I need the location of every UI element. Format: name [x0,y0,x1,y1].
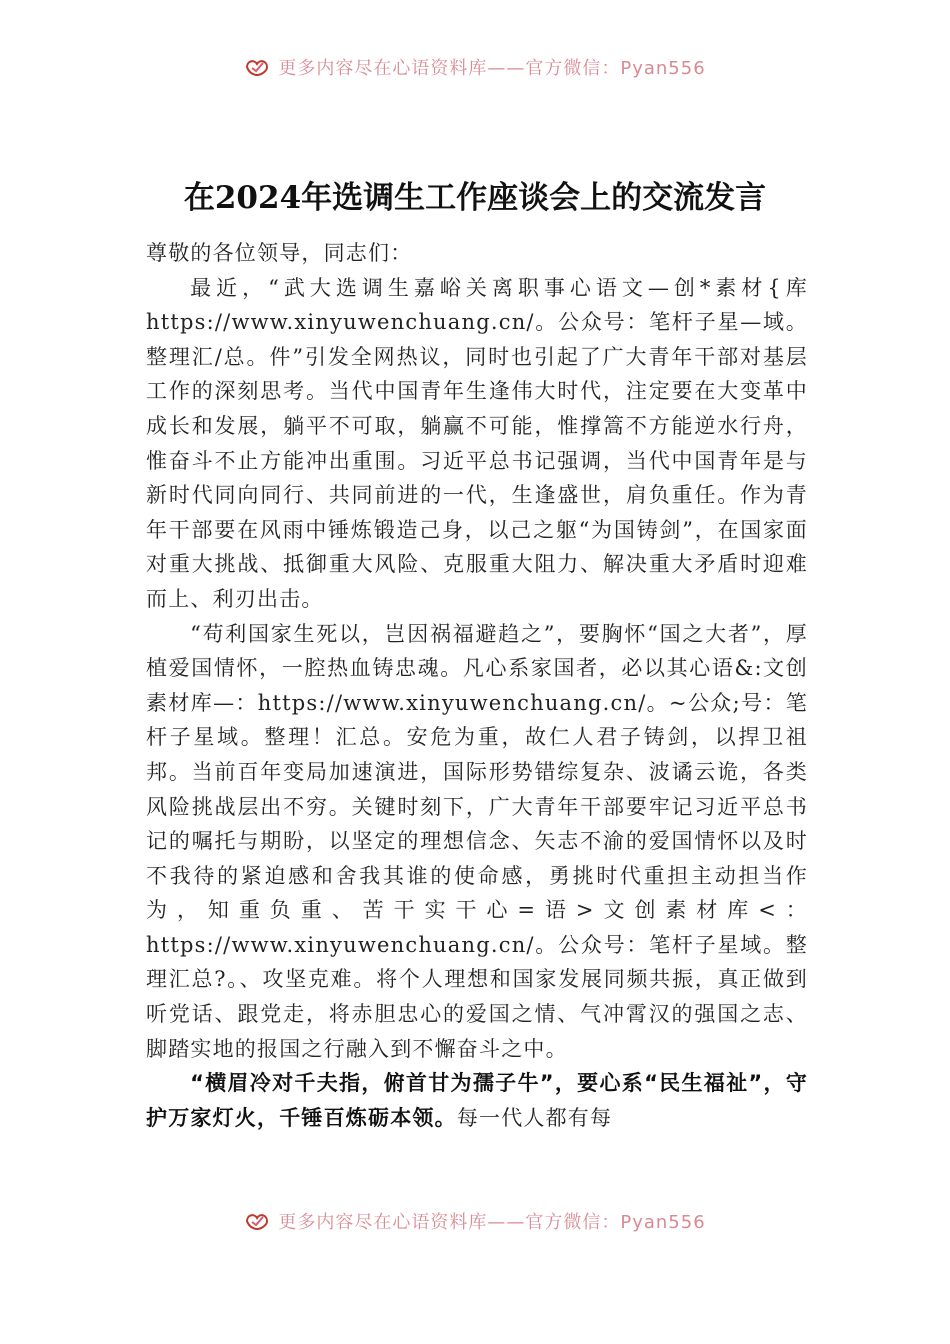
paragraph-3 [146,1066,808,1135]
salutation: 尊敬的各位领导，同志们： [146,241,413,265]
watermark-text: 更多内容尽在心语资料库——官方微信：Pyan556 [278,1212,706,1233]
watermark-footer [0,1204,950,1240]
watermark-logo-icon [244,1211,270,1231]
paragraph-2: “苟利国家生死以，岂因祸福避趋之”，要胸怀“国之大者”，厚植爱国情怀，一腔热血铸忠魂。凡心系家国者，必以其心语&:文创素材库—：https://www.xinyuwenchuang.cn/。~公众;号：笔杆子星域。整理！汇总。安危为重，故仁人君子铸剑，以捍卫祖邦。当前百年变局加速演进，国际形势错综复杂、波谲云诡，各类风险挑战层出不穷。关键时刻下，广大青年干部要牢记习近平总书记的嘱托与期盼，以坚定的理想信念、矢志不渝的爱国情怀以及时不我待的紧迫感和舍我其谁的使命感，勇挑时代重担主动担当作为，知重负重、苦干实干心=语>文创素材库<：https://www.xinyuwenchuang.cn/。公众号：笔杆子星域。整理汇总?。、攻坚克难。将个人理想和国家发展同频共振，真正做到听党话、跟党走，将赤胆忠心的爱国之情、气冲霄汉的强国之志、脚踏实地的报国之行融入到不懈奋斗之中。 [146,621,808,1061]
paragraph-3-lead: “横眉冷对千夫指，俯首甘为孺子牛”，要心系“民生福祉”，守护万家灯火，千锤百炼砺本领。 [146,1071,808,1130]
paragraph-1: 最近，“武大选调生嘉峪关离职事心语文—创*素材{库https://www.xinyuwenchuang.cn/。公众号：笔杆子星—域。整理汇/总。件”引发全网热议，同时也引起了广大青年干部对基层工作的深刻思考。当代中国青年生逢伟大时代，注定要在大变革中成长和发展，躺平不可取，躺赢不可能，惟撑篙不方能逆水行舟，惟奋斗不止方能冲出重围。习近平总书记强调，当代中国青年是与新时代同向同行、共同前进的一代，生逢盛世，肩负重任。作为青年干部要在风雨中锤炼锻造己身，以己之躯“为国铸剑”，在国家面对重大挑战、抵御重大风险、克服重大阻力、解决重大矛盾时迎难而上、利刃出击。 [146,275,808,611]
watermark-header [0,50,950,86]
document-body [146,236,808,1135]
paragraph-3-text: 每一代人都有每 [456,1105,613,1130]
watermark-logo-icon [244,57,270,77]
document-title: 在2024年选调生工作座谈会上的交流发言 [183,180,767,216]
watermark-text: 更多内容尽在心语资料库——官方微信：Pyan556 [278,58,706,79]
